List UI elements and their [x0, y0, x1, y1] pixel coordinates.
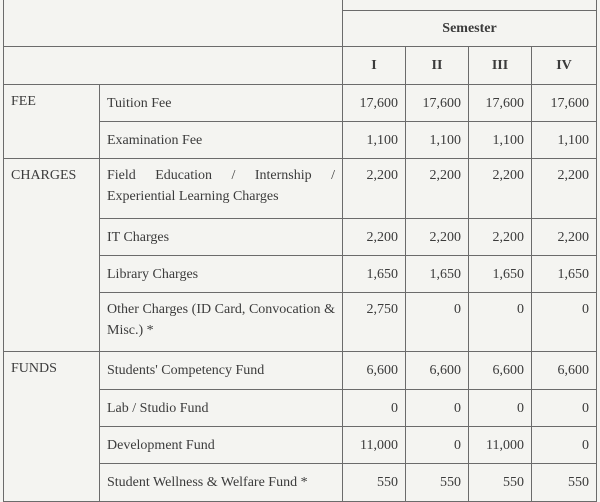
value-cell: 0: [532, 427, 597, 464]
table-row: [4, 352, 597, 390]
value-cell: 17,600: [469, 85, 532, 122]
value-cell: 1,650: [469, 256, 532, 293]
value-cell: 0: [532, 293, 597, 352]
value-cell: 550: [406, 464, 469, 502]
value-cell: 550: [343, 464, 406, 502]
value-cell: 6,600: [532, 352, 597, 390]
row-label: Field Education / Internship / Experiential Learning Charges: [100, 159, 343, 219]
row-label: Tuition Fee: [100, 85, 343, 122]
value-cell: 0: [406, 427, 469, 464]
header-top-cell: [343, 0, 597, 11]
row-label: Lab / Studio Fund: [100, 390, 343, 427]
row-label: Student Wellness & Welfare Fund *: [100, 464, 343, 502]
value-cell: 2,200: [343, 219, 406, 256]
value-cell: 6,600: [406, 352, 469, 390]
value-cell: 1,100: [469, 122, 532, 159]
roman-header-row: [4, 47, 597, 85]
header-blank-cell: [4, 0, 343, 47]
semester-iii-header: III: [469, 47, 532, 85]
value-cell: 1,100: [406, 122, 469, 159]
row-label: Other Charges (ID Card, Convocation & Misc.) *: [100, 293, 343, 352]
semester-iv-header: IV: [532, 47, 597, 85]
value-cell: 550: [532, 464, 597, 502]
value-cell: 0: [469, 293, 532, 352]
value-cell: 1,650: [532, 256, 597, 293]
roman-header-blank: [4, 47, 343, 85]
value-cell: 2,200: [343, 159, 406, 219]
semester-ii-header: II: [406, 47, 469, 85]
value-cell: 2,200: [469, 159, 532, 219]
value-cell: 1,100: [532, 122, 597, 159]
value-cell: 550: [469, 464, 532, 502]
value-cell: 6,600: [343, 352, 406, 390]
value-cell: 0: [532, 390, 597, 427]
value-cell: 6,600: [469, 352, 532, 390]
value-cell: 11,000: [469, 427, 532, 464]
semester-i-header: I: [343, 47, 406, 85]
group-label-charges: CHARGES: [4, 159, 100, 352]
value-cell: 0: [343, 390, 406, 427]
value-cell: 1,100: [343, 122, 406, 159]
table-row: [4, 85, 597, 122]
value-cell: 2,750: [343, 293, 406, 352]
value-cell: 1,650: [343, 256, 406, 293]
group-label-funds: FUNDS: [4, 352, 100, 502]
value-cell: 0: [406, 293, 469, 352]
value-cell: 17,600: [532, 85, 597, 122]
value-cell: 17,600: [343, 85, 406, 122]
value-cell: 2,200: [532, 159, 597, 219]
row-label: Library Charges: [100, 256, 343, 293]
value-cell: 2,200: [532, 219, 597, 256]
fee-structure-table: [3, 0, 597, 502]
value-cell: 2,200: [406, 159, 469, 219]
value-cell: 0: [406, 390, 469, 427]
value-cell: 11,000: [343, 427, 406, 464]
row-label: Students' Competency Fund: [100, 352, 343, 390]
value-cell: 17,600: [406, 85, 469, 122]
table-top-strip: [4, 0, 597, 11]
row-label: Development Fund: [100, 427, 343, 464]
value-cell: 1,650: [406, 256, 469, 293]
row-label: Examination Fee: [100, 122, 343, 159]
value-cell: 2,200: [469, 219, 532, 256]
row-label: IT Charges: [100, 219, 343, 256]
table-row: [4, 159, 597, 219]
value-cell: 2,200: [406, 219, 469, 256]
semester-header: Semester: [343, 11, 597, 47]
value-cell: 0: [469, 390, 532, 427]
group-label-fee: FEE: [4, 85, 100, 159]
